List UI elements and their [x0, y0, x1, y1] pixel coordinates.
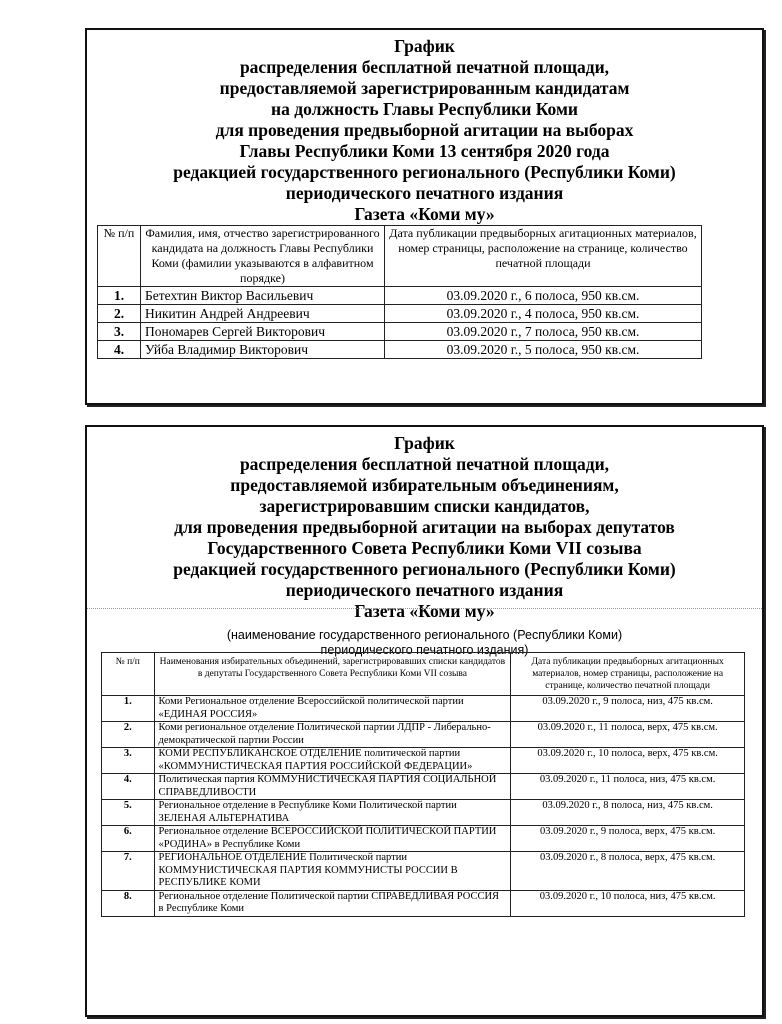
note-line: периодического печатного издания): [320, 643, 529, 657]
table-row: [98, 341, 702, 359]
table-row: [98, 323, 702, 341]
title-line: Государственного Совета Республики Коми VII созыва: [207, 538, 642, 558]
table-row: [102, 696, 745, 722]
candidate-name: Бетехтин Виктор Васильевич: [141, 287, 385, 305]
title-line: зарегистрировавшим списки кандидатов,: [259, 496, 590, 516]
publication-info: 03.09.2020 г., 11 полоса, верх, 475 кв.см.: [511, 722, 745, 748]
table-row: [102, 722, 745, 748]
table-row: [102, 890, 745, 916]
note-line: (наименование государственного регионального (Республики Коми): [226, 628, 623, 642]
row-number: 7.: [102, 852, 155, 891]
title-line: Газета «Коми му»: [354, 204, 495, 224]
publication-info: 03.09.2020 г., 5 полоса, 950 кв.см.: [385, 341, 702, 359]
title-line: распределения бесплатной печатной площади,: [239, 454, 610, 474]
table-row: [102, 852, 745, 891]
row-number: 3.: [98, 323, 141, 341]
party-name: Коми Региональное отделение Всероссийской политической партии «ЕДИНАЯ РОССИЯ»: [154, 696, 511, 722]
table-header-row: [102, 653, 745, 696]
candidates-schedule-panel: [85, 28, 764, 405]
table-row: [98, 287, 702, 305]
publication-info: 03.09.2020 г., 10 полоса, верх, 475 кв.см.: [511, 748, 745, 774]
title-line: График: [394, 433, 455, 453]
candidate-name: Пономарев Сергей Викторович: [141, 323, 385, 341]
candidates-table: [97, 225, 702, 359]
col-header-party: Наименования избирательных объединений, зарегистрировавших списки кандидатов в депутаты Государственного Совета Республики Коми VII созыва: [154, 653, 511, 696]
publication-info: 03.09.2020 г., 11 полоса, низ, 475 кв.см.: [511, 774, 745, 800]
parties-table: [101, 652, 745, 917]
party-name: РЕГИОНАЛЬНОЕ ОТДЕЛЕНИЕ Политической партии КОММУНИСТИЧЕСКАЯ ПАРТИЯ КОММУНИСТЫ РОССИИ В РЕСПУБЛИКЕ КОМИ: [154, 852, 511, 891]
title-line: на должность Главы Республики Коми: [271, 99, 578, 119]
row-number: 5.: [102, 800, 155, 826]
table-row: [102, 826, 745, 852]
row-number: 2.: [102, 722, 155, 748]
row-number: 4.: [98, 341, 141, 359]
title-line: для проведения предвыборной агитации на выборах: [215, 120, 634, 140]
parties-schedule-panel: [85, 425, 764, 1017]
publication-info: 03.09.2020 г., 6 полоса, 950 кв.см.: [385, 287, 702, 305]
title-line: редакцией государственного регионального (Республики Коми): [173, 162, 676, 182]
table-header-row: [98, 226, 702, 287]
title-line: для проведения предвыборной агитации на выборах депутатов: [174, 517, 675, 537]
parties-schedule-title: [87, 433, 762, 622]
table-row: [98, 305, 702, 323]
col-header-number: № п/п: [102, 653, 155, 696]
row-number: 3.: [102, 748, 155, 774]
row-number: 1.: [98, 287, 141, 305]
divider: [87, 608, 762, 609]
row-number: 2.: [98, 305, 141, 323]
col-header-publication: Дата публикации предвыборных агитационных материалов, номер страницы, расположение на странице, количество печатной площади: [385, 226, 702, 287]
title-line: периодического печатного издания: [285, 580, 564, 600]
title-line: предоставляемой зарегистрированным кандидатам: [219, 78, 630, 98]
party-name: Региональное отделение в Республике Коми Политической партии ЗЕЛЕНАЯ АЛЬТЕРНАТИВА: [154, 800, 511, 826]
title-line: предоставляемой избирательным объединениям,: [230, 475, 619, 495]
title-line: распределения бесплатной печатной площади,: [239, 57, 610, 77]
publication-info: 03.09.2020 г., 4 полоса, 950 кв.см.: [385, 305, 702, 323]
table-row: [102, 800, 745, 826]
party-name: Региональное отделение Политической партии СПРАВЕДЛИВАЯ РОССИЯ в Республике Коми: [154, 890, 511, 916]
publication-info: 03.09.2020 г., 10 полоса, низ, 475 кв.см.: [511, 890, 745, 916]
title-line: периодического печатного издания: [285, 183, 564, 203]
row-number: 6.: [102, 826, 155, 852]
candidate-name: Уйба Владимир Викторович: [141, 341, 385, 359]
publication-info: 03.09.2020 г., 9 полоса, верх, 475 кв.см.: [511, 826, 745, 852]
party-name: Региональное отделение ВСЕРОССИЙСКОЙ ПОЛИТИЧЕСКОЙ ПАРТИИ «РОДИНА» в Республике Коми: [154, 826, 511, 852]
row-number: 4.: [102, 774, 155, 800]
candidates-schedule-title: [87, 36, 762, 225]
title-line: Главы Республики Коми 13 сентября 2020 года: [239, 141, 610, 161]
col-header-candidate: Фамилия, имя, отчество зарегистрированного кандидата на должность Главы Республики Коми (фамилии указываются в алфавитном порядке): [141, 226, 385, 287]
party-name: Коми региональное отделение Политической партии ЛДПР - Либерально-демократической партии России: [154, 722, 511, 748]
col-header-number: № п/п: [98, 226, 141, 287]
table-row: [102, 748, 745, 774]
title-line: Газета «Коми му»: [354, 601, 495, 621]
title-line: редакцией государственного регионального (Республики Коми): [173, 559, 676, 579]
publication-info: 03.09.2020 г., 8 полоса, низ, 475 кв.см.: [511, 800, 745, 826]
party-name: Политическая партия КОММУНИСТИЧЕСКАЯ ПАРТИЯ СОЦИАЛЬНОЙ СПРАВЕДЛИВОСТИ: [154, 774, 511, 800]
row-number: 8.: [102, 890, 155, 916]
publication-info: 03.09.2020 г., 7 полоса, 950 кв.см.: [385, 323, 702, 341]
row-number: 1.: [102, 696, 155, 722]
publication-info: 03.09.2020 г., 9 полоса, низ, 475 кв.см.: [511, 696, 745, 722]
col-header-publication: Дата публикации предвыборных агитационных материалов, номер страницы, расположение на странице, количество печатной площади: [511, 653, 745, 696]
publication-info: 03.09.2020 г., 8 полоса, верх, 475 кв.см.: [511, 852, 745, 891]
title-line: График: [394, 36, 455, 56]
party-name: КОМИ РЕСПУБЛИКАНСКОЕ ОТДЕЛЕНИЕ политической партии «КОММУНИСТИЧЕСКАЯ ПАРТИЯ РОССИЙСКОЙ ФЕДЕРАЦИИ»: [154, 748, 511, 774]
table-row: [102, 774, 745, 800]
candidate-name: Никитин Андрей Андреевич: [141, 305, 385, 323]
